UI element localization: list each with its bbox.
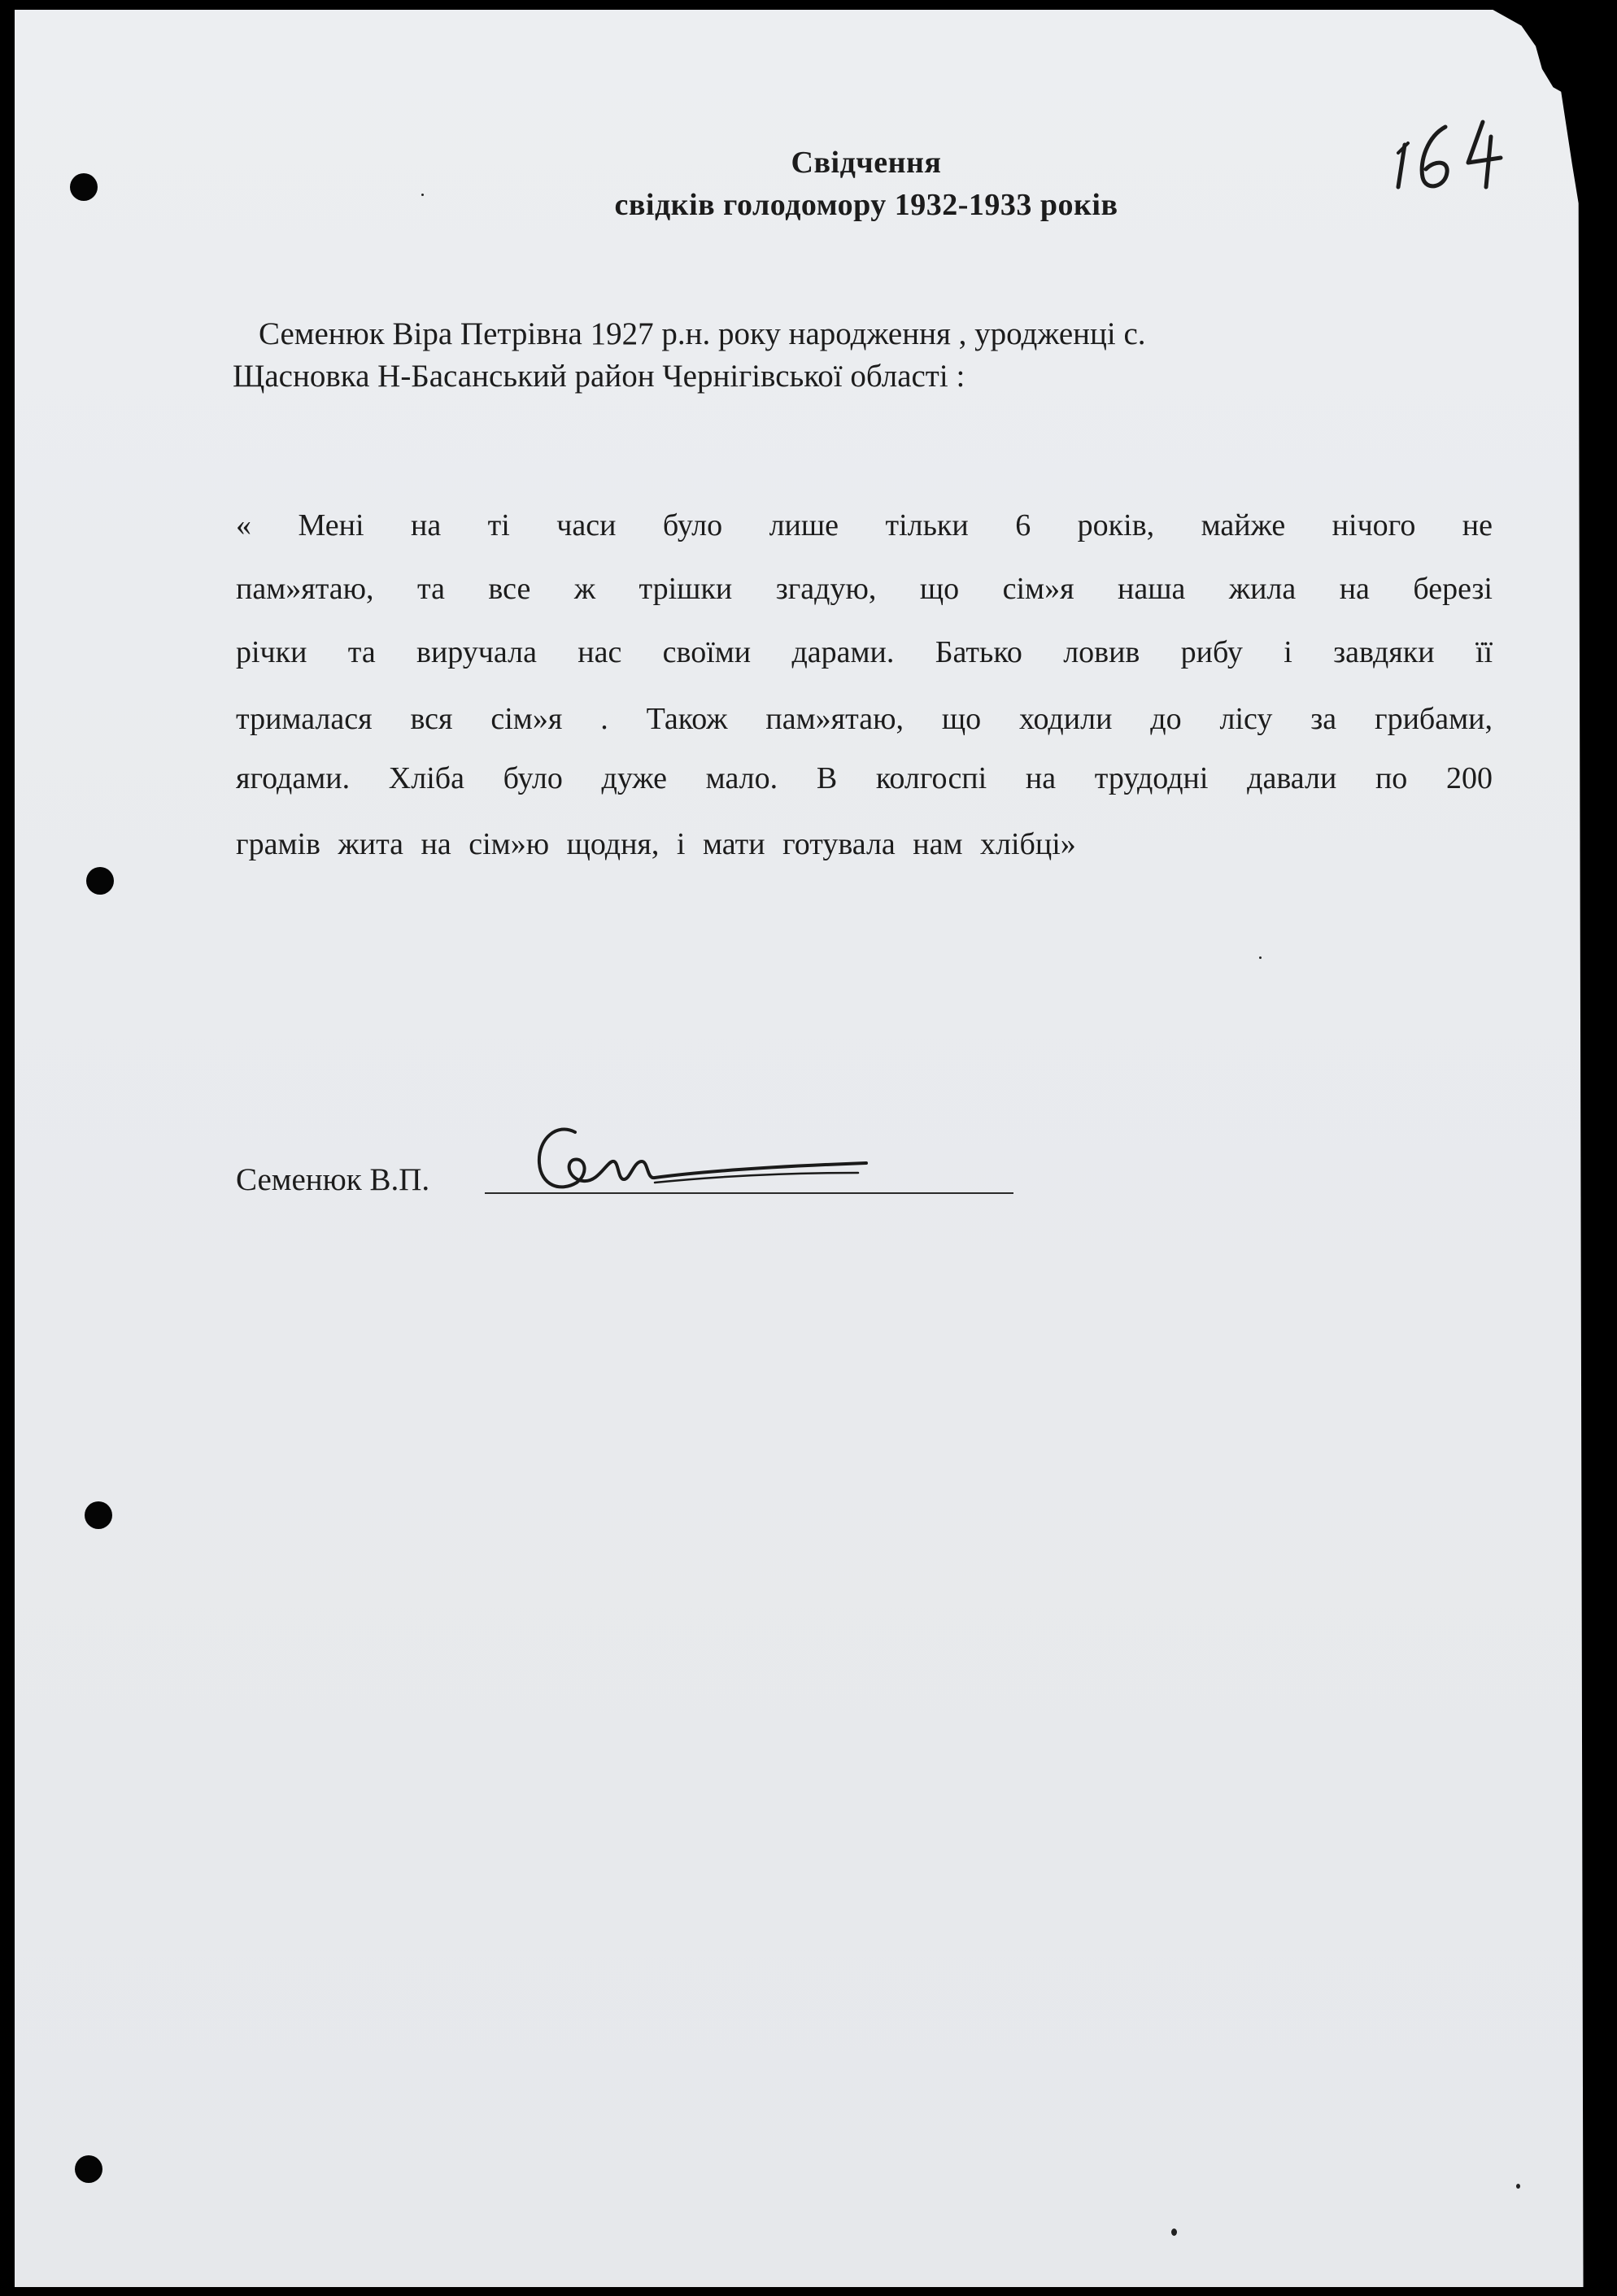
testimony-line: трималася вся сім»я . Також пам»ятаю, що ходили до лісу за грибами, — [236, 702, 1493, 736]
scan-speck — [421, 194, 424, 196]
testimony-line: річки та виручала нас своїми дарами. Батько ловив рибу і завдяки її — [236, 635, 1493, 669]
signer-name: Семенюк В.П. — [236, 1162, 430, 1197]
witness-intro-line: Семенюк Віра Петрівна 1927 р.н. року народження , уродженці с. — [259, 316, 1146, 351]
handwritten-signature — [533, 1114, 874, 1204]
document-subtitle: свідків голодомору 1932-1933 років — [614, 188, 1118, 222]
witness-intro-line: Щасновка Н-Басанський район Чернігівської області : — [233, 359, 965, 394]
testimony-line: пам»ятаю, та все ж трішки згадую, що сім»я наша жила на березі — [236, 572, 1493, 606]
testimony-line: ягодами. Хліба було дуже мало. В колгоспі на трудодні давали по 200 — [236, 761, 1493, 795]
punch-hole — [86, 867, 114, 895]
document-title: Свідчення — [791, 146, 942, 180]
scan-speck — [1259, 956, 1262, 959]
punch-hole — [85, 1501, 112, 1529]
testimony-line: « Мені на ті часи було лише тільки 6 років, майже нічого не — [236, 508, 1493, 542]
scan-speck — [1516, 2184, 1520, 2189]
scan-speck — [1171, 2228, 1177, 2236]
punch-hole — [75, 2155, 102, 2183]
testimony-line: грамів жита на сім»ю щодня, і мати готувала нам хлібці» — [236, 827, 1076, 861]
